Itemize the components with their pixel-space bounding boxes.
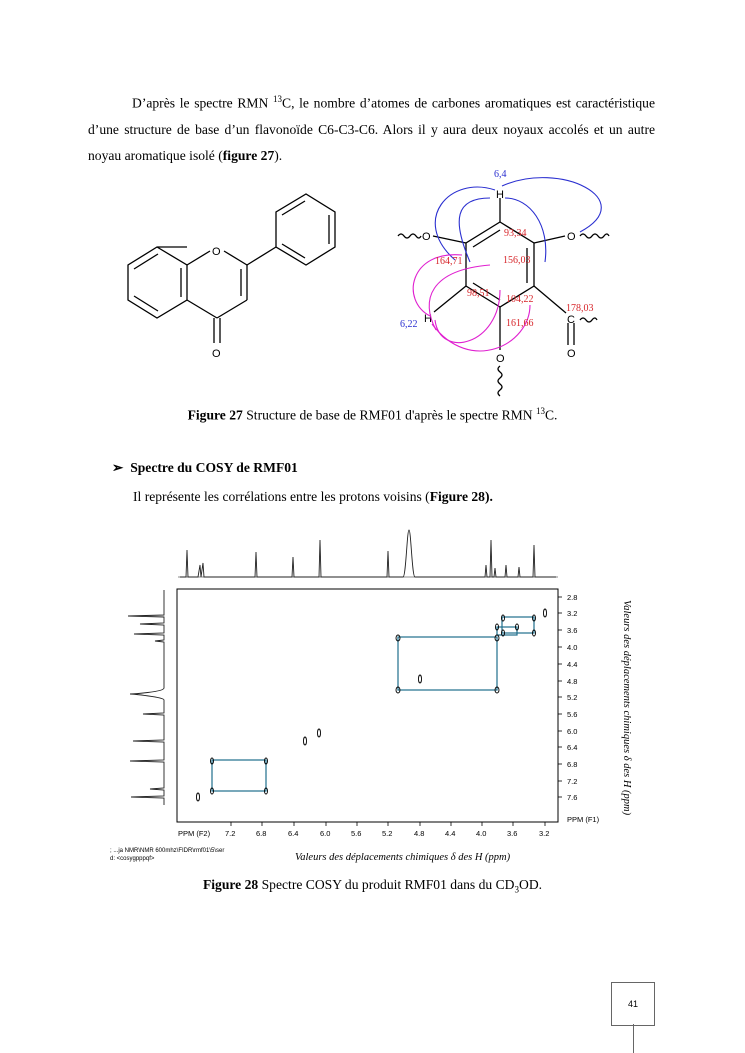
shift-c-156: 156,03	[503, 255, 531, 266]
y-tick-5-6: 5.6	[567, 710, 578, 719]
figure-27-sup: 13	[535, 406, 545, 416]
intro-text-1: D’après le spectre RMN	[132, 95, 274, 111]
figure-27-structures	[0, 0, 745, 400]
y-tick-6-0: 6.0	[567, 727, 578, 736]
shift-h-6-22: 6,22	[400, 319, 418, 330]
file-path-line-2: d: <cosygpppqf>	[110, 856, 155, 862]
flavone-ring-oxygen: O	[212, 246, 221, 258]
shift-c-164: 164,71	[435, 256, 463, 267]
x-axis-prefix: PPM (F2)	[178, 829, 211, 838]
x-tick-5-6: 5.6	[351, 829, 362, 838]
shift-c-161: 161,66	[506, 318, 534, 329]
x-tick-4-8: 4.8	[414, 829, 425, 838]
atom-o-ketone: O	[567, 348, 576, 360]
y-tick-4-0: 4.0	[567, 643, 578, 652]
y-tick-6-4: 6.4	[567, 743, 578, 752]
f1-axis-label: PPM (F1)	[567, 815, 600, 824]
intro-sup: 13	[273, 94, 283, 104]
intro-figure-ref: figure 27	[222, 147, 275, 163]
y-tick-7-2: 7.2	[567, 777, 578, 786]
y-tick-4-4: 4.4	[567, 660, 578, 669]
shift-c-178: 178,03	[566, 303, 594, 314]
figure-28-end: OD.	[519, 877, 543, 892]
x-tick-6-8: 6.8	[256, 829, 267, 838]
cosy-y-axis-ticks	[558, 597, 562, 797]
x-axis-title: Valeurs des déplacements chimiques δ des H (ppm)	[295, 852, 511, 863]
figure-28-label: Figure 28	[202, 877, 259, 892]
shift-c-104: 104,22	[506, 294, 534, 305]
x-tick-6-4: 6.4	[288, 829, 299, 838]
atom-o-left: O	[422, 231, 431, 243]
atom-o-right: O	[567, 231, 576, 243]
y-tick-2-8: 2.8	[567, 593, 578, 602]
page-number: 41	[611, 982, 655, 1026]
figure-27-end: C.	[544, 407, 558, 423]
cosy-correlation-boxes	[212, 617, 534, 791]
figure-28-sub: 3	[514, 884, 519, 895]
atom-c: C	[567, 314, 575, 326]
figure-27-label: Figure 27	[187, 407, 243, 423]
shift-c-98: 98,51	[467, 288, 490, 299]
correlation-box-small-2	[497, 627, 517, 635]
x-tick-3-6: 3.6	[507, 829, 518, 838]
atom-h-top: H	[496, 189, 504, 201]
intro-text-end: ).	[274, 147, 283, 163]
x-tick-7-2: 7.2	[225, 829, 236, 838]
correlation-box-aromatic	[212, 760, 266, 791]
left-1d-spectrum	[128, 590, 164, 805]
page-number-line	[633, 1024, 634, 1053]
y-axis-title: Valeurs des déplacements chimiques δ des H (ppm)	[621, 600, 632, 816]
intro-text-2: C, le nombre d’atomes de carbones aromatiques est caractéristique d’une structure de base d’un flavonoïde C6-C3-C6. Alors il y aura deux noyaux accolés et un autre noyau aromatique isolé (	[88, 95, 655, 163]
figure-27-caption	[0, 406, 745, 424]
section-heading	[112, 460, 298, 476]
cosy-spectrum	[0, 515, 745, 875]
atom-o-bottom: O	[496, 353, 505, 365]
atom-h-left: H	[424, 313, 432, 325]
x-tick-6-0: 6.0	[320, 829, 331, 838]
section-description	[133, 489, 493, 505]
desc-text: Il représente les corrélations entre les protons voisins (	[133, 489, 430, 504]
cosy-plot-frame	[177, 589, 558, 822]
figure-28-text: Spectre COSY du produit RMF01 dans du CD	[258, 877, 515, 892]
y-tick-6-8: 6.8	[567, 760, 578, 769]
top-1d-spectrum	[178, 530, 558, 577]
x-tick-4-4: 4.4	[445, 829, 456, 838]
correlation-box-sugar	[398, 637, 497, 690]
y-tick-5-2: 5.2	[567, 693, 578, 702]
cosy-x-axis-ticks	[231, 822, 545, 826]
cosy-cross-peaks	[197, 609, 547, 801]
shift-h-6-4: 6,4	[494, 169, 507, 180]
y-tick-3-2: 3.2	[567, 609, 578, 618]
x-tick-4-0: 4.0	[476, 829, 487, 838]
figure-27-text: Structure de base de RMF01 d'après le spectre RMN	[242, 407, 536, 423]
y-tick-7-6: 7.6	[567, 793, 578, 802]
x-tick-3-2: 3.2	[539, 829, 550, 838]
figure-28-caption	[0, 877, 745, 895]
y-tick-4-8: 4.8	[567, 677, 578, 686]
desc-figure-ref: Figure 28).	[429, 489, 493, 504]
section-title: Spectre du COSY de RMF01	[130, 460, 298, 475]
x-tick-5-2: 5.2	[382, 829, 393, 838]
y-tick-3-6: 3.6	[567, 626, 578, 635]
flavone-carbonyl-oxygen: O	[212, 348, 221, 360]
flavone-structure	[128, 194, 335, 343]
file-path-line-1: ; ...ja NMR\NMR 600mhz\FIDR\rmf01\5\ser	[110, 848, 225, 854]
shift-c-93: 93,34	[504, 228, 527, 239]
bullet-arrow-icon: ➢	[112, 460, 124, 475]
